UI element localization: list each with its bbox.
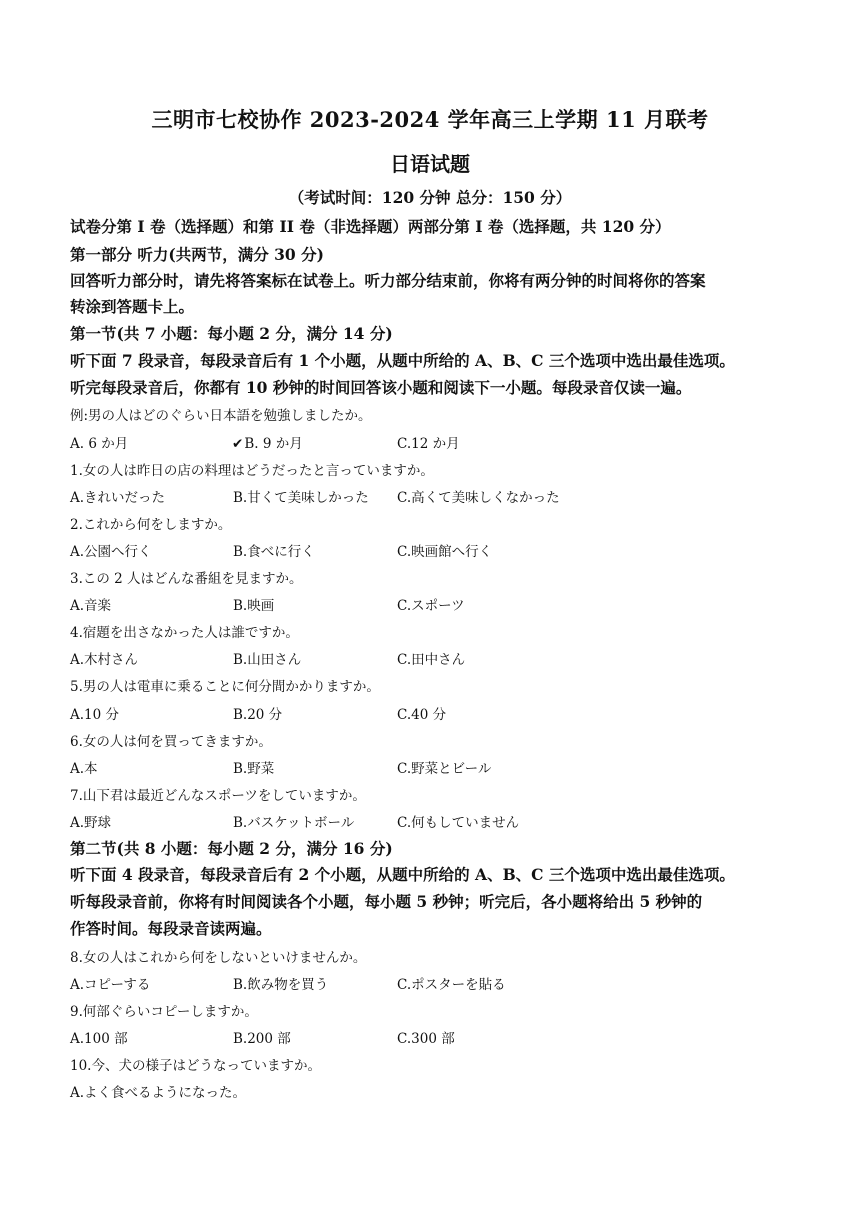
question-8: 8.女の人はこれから何をしないといけませんか。 [70,950,367,966]
option-a: A.公園へ行く [70,544,152,560]
option-b: B.野菜 [233,761,275,777]
question-5: 5.男の人は電車に乗ることに何分間かかりますか。 [70,679,380,695]
option-b: B.山田さん [233,652,302,668]
part1-heading: 第一部分 听力(共两节，满分 30 分) [70,245,324,264]
question-3-options [70,594,770,614]
option-c: C.映画館へ行く [397,544,493,560]
question-3: 3.この 2 人はどんな番組を見ますか。 [70,571,303,587]
section2-instructions-3: 作答时间。每段录音读两遍。 [70,919,272,938]
part1-instructions-2: 转涂到答题卡上。 [70,297,195,316]
question-8-options [70,973,770,993]
option-c: C.ポスターを貼る [397,977,506,993]
option-c: C.スポーツ [397,598,465,614]
option-b: B.映画 [233,598,275,614]
question-5-options [70,703,770,723]
option-c: C.野菜とビール [397,761,492,777]
option-a: A.10 分 [70,707,120,723]
question-10: 10.今、犬の様子はどうなっていますか。 [70,1058,321,1074]
option-a: A.本 [70,761,98,777]
option-b: B.飲み物を買う [233,977,329,993]
option-a: A.木村さん [70,652,139,668]
question-1: 1.女の人は昨日の店の料理はどうだったと言っていますか。 [70,463,434,479]
example-options [70,432,770,452]
option-b: B.200 部 [233,1031,291,1047]
option-b: B.20 分 [233,707,283,723]
section1-instructions-1: 听下面 7 段录音，每段录音后有 1 个小题，从题中所给的 A、B、C 三个选项中选出最佳选项。 [70,351,735,370]
option-c: C.何もしていません [397,815,520,831]
option-a: A.100 部 [70,1031,128,1047]
section2-instructions-2: 听每段录音前，你将有时间阅读各个小题，每小题 5 秒钟；听完后，各小题将给出 5 秒钟的 [70,892,703,911]
section2-instructions-1: 听下面 4 段录音，每段录音后有 2 个小题，从题中所给的 A、B、C 三个选项中选出最佳选项。 [70,865,735,884]
section2-heading: 第二节(共 8 小题：每小题 2 分，满分 16 分) [70,839,393,858]
question-9: 9.何部ぐらいコピーしますか。 [70,1004,258,1020]
option-c: C.40 分 [397,707,447,723]
example-question: 例:男の人はどのぐらい日本語を勉強しましたか。 [70,408,372,424]
option-a: A.きれいだった [70,490,166,506]
option-a: A.よく食べるようになった。 [70,1085,247,1101]
option-b: B.バスケットボール [233,815,355,831]
question-4-options [70,648,770,668]
example-option-b [232,432,303,452]
option-c: C.田中さん [397,652,466,668]
paper-structure: 试卷分第 I 卷（选择题）和第 II 卷（非选择题）两部分第 I 卷（选择题，共 120 分） [70,217,671,236]
option-a: A. 6 か月 [70,436,129,452]
option-b: B.甘くて美味しかった [233,490,369,506]
subject-title: 日语试题 [390,152,470,176]
question-7: 7.山下君は最近どんなスポーツをしていますか。 [70,788,366,804]
exam-title: 三明市七校协作 2023-2024 学年高三上学期 11 月联考 [151,107,709,132]
exam-info: （考试时间：120 分钟 总分：150 分） [288,188,572,207]
question-2-options [70,540,770,560]
option-a: A.音楽 [70,598,112,614]
option-c: C.12 か月 [397,436,460,452]
option-b: B. 9 か月 [244,436,303,452]
option-c: C.高くて美味しくなかった [397,490,560,506]
question-2: 2.これから何をしますか。 [70,517,232,533]
option-c: C.300 部 [397,1031,455,1047]
question-7-options [70,811,770,831]
section1-instructions-2: 听完每段录音后，你都有 10 秒钟的时间回答该小题和阅读下一小题。每段录音仅读一遍。 [70,378,692,397]
question-9-options [70,1027,770,1047]
question-6-options [70,757,770,777]
option-a: A.野球 [70,815,112,831]
question-6: 6.女の人は何を買ってきますか。 [70,734,272,750]
question-4: 4.宿題を出さなかった人は誰ですか。 [70,625,299,641]
section1-heading: 第一节(共 7 小题：每小题 2 分，满分 14 分) [70,324,393,343]
question-10-options [70,1081,770,1101]
part1-instructions-1: 回答听力部分时，请先将答案标在试卷上。听力部分结束前，你将有两分钟的时间将你的答案 [70,271,706,290]
question-1-options [70,486,770,506]
option-a: A.コピーする [70,977,151,993]
option-b: B.食べに行く [233,544,315,560]
check-mark-icon: ✔ [232,436,244,452]
